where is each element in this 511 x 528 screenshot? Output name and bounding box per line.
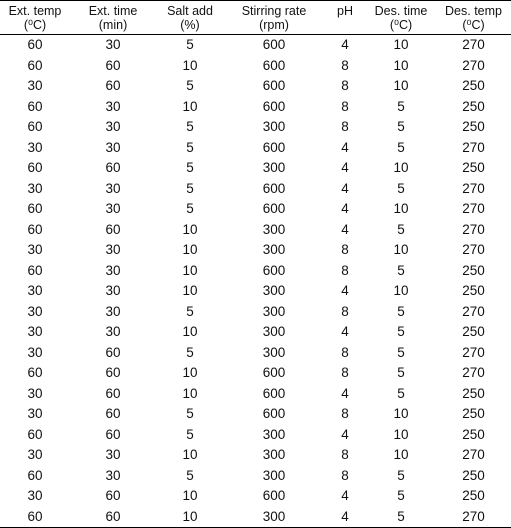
table-cell: 30 xyxy=(105,283,121,299)
table-cell: 5 xyxy=(397,467,405,483)
table-cell: 600 xyxy=(262,385,286,401)
table-cell: 270 xyxy=(462,139,485,155)
table-cell: 4 xyxy=(341,426,349,442)
table-cell: 300 xyxy=(262,242,286,258)
table-cell: 5 xyxy=(397,324,405,340)
header-label: Salt add xyxy=(167,4,213,18)
header-row xyxy=(0,1,511,35)
table-cell: 4 xyxy=(341,160,349,176)
table-cell: 60 xyxy=(27,221,43,237)
table-cell: 250 xyxy=(462,324,485,340)
table-cell: 5 xyxy=(397,98,405,114)
table-row xyxy=(0,199,511,220)
table-row xyxy=(0,363,511,384)
table-row xyxy=(0,179,511,200)
table-cell: 8 xyxy=(341,98,349,114)
table-cell: 30 xyxy=(27,406,43,422)
table-cell: 270 xyxy=(462,365,485,381)
table-cell: 270 xyxy=(462,201,485,217)
table-cell: 5 xyxy=(397,139,405,155)
table-cell: 8 xyxy=(341,119,349,135)
table-cell: 300 xyxy=(262,160,286,176)
table-cell: 4 xyxy=(341,283,349,299)
table-row xyxy=(0,445,511,466)
table-row xyxy=(0,76,511,97)
table-row xyxy=(0,322,511,343)
table-cell: 5 xyxy=(186,180,194,196)
table-cell: 60 xyxy=(27,37,43,53)
table-cell: 600 xyxy=(262,98,286,114)
table-cell: 10 xyxy=(182,324,198,340)
table-cell: 30 xyxy=(27,488,43,504)
table-cell: 60 xyxy=(27,201,43,217)
header-label: Ext. temp xyxy=(8,4,62,18)
table-cell: 600 xyxy=(262,262,286,278)
table-cell: 5 xyxy=(397,303,405,319)
table-cell: 270 xyxy=(462,180,485,196)
header-label: pH xyxy=(337,4,353,18)
table-cell: 270 xyxy=(462,242,485,258)
table-cell: 10 xyxy=(393,242,409,258)
table-cell: 5 xyxy=(186,37,194,53)
table-cell: 10 xyxy=(182,57,198,73)
table-cell: 5 xyxy=(186,344,194,360)
table-cell: 60 xyxy=(105,365,121,381)
table-cell: 30 xyxy=(27,344,43,360)
header-label: Des. time xyxy=(374,4,428,18)
table-cell: 30 xyxy=(105,242,121,258)
table-cell: 270 xyxy=(462,447,485,463)
table-cell: 10 xyxy=(156,507,224,528)
table-cell: 600 xyxy=(262,406,286,422)
table-cell: 270 xyxy=(436,507,511,528)
table-cell: 30 xyxy=(27,447,43,463)
table-row xyxy=(0,384,511,405)
table-cell: 4 xyxy=(341,488,349,504)
table-cell: 10 xyxy=(393,283,409,299)
table-cell: 5 xyxy=(397,119,405,135)
table-cell: 30 xyxy=(27,324,43,340)
table-cell: 250 xyxy=(462,467,485,483)
table-cell: 250 xyxy=(462,426,485,442)
table-row xyxy=(0,302,511,323)
table-cell: 10 xyxy=(182,365,198,381)
table-cell: 250 xyxy=(462,406,485,422)
header-unit: (%) xyxy=(180,18,200,32)
table-cell: 10 xyxy=(182,283,198,299)
table-cell: 60 xyxy=(27,57,43,73)
table-cell: 250 xyxy=(462,488,485,504)
table-cell: 30 xyxy=(105,201,121,217)
header-unit: (rpm) xyxy=(259,18,289,32)
table-cell: 4 xyxy=(341,221,349,237)
table-cell: 5 xyxy=(397,221,405,237)
table-cell: 250 xyxy=(462,262,485,278)
table-cell: 5 xyxy=(397,180,405,196)
header-label: Ext. time xyxy=(88,4,138,18)
table-row xyxy=(0,220,511,241)
table-cell: 300 xyxy=(262,119,286,135)
table-cell: 30 xyxy=(105,180,121,196)
table-cell: 5 xyxy=(397,385,405,401)
header-ext-temp xyxy=(0,1,70,35)
header-label: Stirring rate xyxy=(241,4,307,18)
table-cell: 8 xyxy=(341,57,349,73)
table-cell: 8 xyxy=(341,344,349,360)
table-row xyxy=(0,35,511,56)
table-cell: 5 xyxy=(186,406,194,422)
table-cell: 30 xyxy=(105,37,121,53)
table-cell: 600 xyxy=(262,201,286,217)
table-cell: 30 xyxy=(27,385,43,401)
table-cell: 60 xyxy=(105,406,121,422)
table-cell: 8 xyxy=(341,303,349,319)
table-cell: 10 xyxy=(393,426,409,442)
table-cell: 5 xyxy=(186,139,194,155)
table-cell: 30 xyxy=(105,119,121,135)
table-cell: 10 xyxy=(393,201,409,217)
table-cell: 5 xyxy=(397,262,405,278)
table-cell: 60 xyxy=(105,221,121,237)
table-row xyxy=(0,466,511,487)
table-cell: 60 xyxy=(70,507,156,528)
table-cell: 300 xyxy=(262,303,286,319)
table-cell: 10 xyxy=(393,160,409,176)
table-cell: 5 xyxy=(186,303,194,319)
table-cell: 4 xyxy=(341,180,349,196)
table-cell: 250 xyxy=(462,160,485,176)
header-unit: (min) xyxy=(98,18,128,32)
table-cell: 5 xyxy=(186,467,194,483)
table-cell: 8 xyxy=(341,262,349,278)
header-label: Des. temp xyxy=(445,4,502,18)
table-row xyxy=(0,343,511,364)
table-cell: 600 xyxy=(262,78,286,94)
table-cell: 30 xyxy=(27,139,43,155)
table-row xyxy=(0,117,511,138)
table-cell: 30 xyxy=(27,303,43,319)
table-row xyxy=(0,158,511,179)
table-cell: 30 xyxy=(27,180,43,196)
table-cell: 250 xyxy=(462,119,485,135)
header-salt-add xyxy=(156,1,224,35)
table-cell: 600 xyxy=(262,488,286,504)
table-cell: 30 xyxy=(105,262,121,278)
table-cell: 30 xyxy=(105,303,121,319)
table-cell: 10 xyxy=(182,385,198,401)
table-cell: 4 xyxy=(341,324,349,340)
table-cell: 10 xyxy=(182,242,198,258)
header-ext-time xyxy=(70,1,156,35)
table-cell: 60 xyxy=(27,426,43,442)
table-cell: 60 xyxy=(27,160,43,176)
table-cell: 300 xyxy=(262,283,286,299)
table-cell: 270 xyxy=(462,221,485,237)
table-header xyxy=(0,1,511,35)
table-row xyxy=(0,486,511,507)
table-cell: 60 xyxy=(105,57,121,73)
table-cell: 8 xyxy=(341,365,349,381)
table-cell: 5 xyxy=(186,119,194,135)
table-cell: 4 xyxy=(341,37,349,53)
header-unit: (⁰C) xyxy=(462,18,485,32)
table-cell: 300 xyxy=(262,426,286,442)
table-cell: 5 xyxy=(397,488,405,504)
table-cell: 30 xyxy=(105,324,121,340)
table-cell: 8 xyxy=(341,447,349,463)
table-row xyxy=(0,240,511,261)
table-cell: 60 xyxy=(105,385,121,401)
table-cell: 300 xyxy=(262,344,286,360)
table-cell: 250 xyxy=(462,385,485,401)
table-cell: 8 xyxy=(341,78,349,94)
table-row xyxy=(0,97,511,118)
table-cell: 5 xyxy=(366,507,436,528)
table-row xyxy=(0,507,511,528)
table-cell: 10 xyxy=(182,98,198,114)
table-cell: 60 xyxy=(27,262,43,278)
table-cell: 5 xyxy=(186,160,194,176)
table-cell: 8 xyxy=(341,467,349,483)
table-cell: 250 xyxy=(462,98,485,114)
table-cell: 5 xyxy=(397,344,405,360)
table-cell: 30 xyxy=(105,98,121,114)
table-cell: 4 xyxy=(341,139,349,155)
table-cell: 270 xyxy=(462,303,485,319)
table-row xyxy=(0,56,511,77)
table-cell: 600 xyxy=(262,365,286,381)
table-row xyxy=(0,138,511,159)
table-cell: 4 xyxy=(341,385,349,401)
table-cell: 10 xyxy=(182,488,198,504)
table-cell: 600 xyxy=(262,139,286,155)
table-cell: 300 xyxy=(262,324,286,340)
table-cell: 10 xyxy=(393,78,409,94)
table-row xyxy=(0,261,511,282)
table-cell: 60 xyxy=(105,78,121,94)
header-stirring-rate xyxy=(224,1,324,35)
table-cell: 600 xyxy=(262,37,286,53)
table-cell: 300 xyxy=(262,221,286,237)
table-cell: 60 xyxy=(27,365,43,381)
table-cell: 30 xyxy=(105,447,121,463)
header-des-temp xyxy=(436,1,511,35)
table-cell: 5 xyxy=(186,426,194,442)
table-cell: 60 xyxy=(105,344,121,360)
table-cell: 30 xyxy=(27,283,43,299)
table-cell: 60 xyxy=(105,160,121,176)
header-unit: (⁰C) xyxy=(23,18,47,32)
table-cell: 300 xyxy=(262,467,286,483)
table-row xyxy=(0,281,511,302)
table-cell: 10 xyxy=(393,37,409,53)
table-cell: 30 xyxy=(27,242,43,258)
table-cell: 250 xyxy=(462,283,485,299)
table-cell: 60 xyxy=(27,119,43,135)
table-cell: 60 xyxy=(27,467,43,483)
header-ph xyxy=(324,1,366,35)
table-body xyxy=(0,35,511,528)
table-cell: 30 xyxy=(27,78,43,94)
table-cell: 270 xyxy=(462,37,485,53)
table-cell: 10 xyxy=(393,57,409,73)
header-unit: (⁰C) xyxy=(389,18,413,32)
table-cell: 4 xyxy=(341,201,349,217)
table-cell: 10 xyxy=(182,262,198,278)
table-cell: 270 xyxy=(462,344,485,360)
table-cell: 8 xyxy=(341,406,349,422)
table-row xyxy=(0,404,511,425)
table-row xyxy=(0,425,511,446)
table-cell: 60 xyxy=(0,507,70,528)
table-cell: 10 xyxy=(393,447,409,463)
table-cell: 10 xyxy=(182,447,198,463)
table-cell: 5 xyxy=(186,201,194,217)
table-cell: 30 xyxy=(105,139,121,155)
table-cell: 270 xyxy=(462,57,485,73)
table-cell: 10 xyxy=(393,406,409,422)
table-cell: 300 xyxy=(224,507,324,528)
table-cell: 5 xyxy=(186,78,194,94)
table-cell: 30 xyxy=(105,467,121,483)
table-cell: 300 xyxy=(262,447,286,463)
header-des-time xyxy=(366,1,436,35)
table-cell: 5 xyxy=(397,365,405,381)
table-cell: 250 xyxy=(462,78,485,94)
table-cell: 8 xyxy=(341,242,349,258)
table-cell: 10 xyxy=(182,221,198,237)
table-cell: 60 xyxy=(105,426,121,442)
table-cell: 600 xyxy=(262,180,286,196)
table-cell: 4 xyxy=(324,507,366,528)
table-cell: 600 xyxy=(262,57,286,73)
table-cell: 60 xyxy=(105,488,121,504)
table-cell: 60 xyxy=(27,98,43,114)
